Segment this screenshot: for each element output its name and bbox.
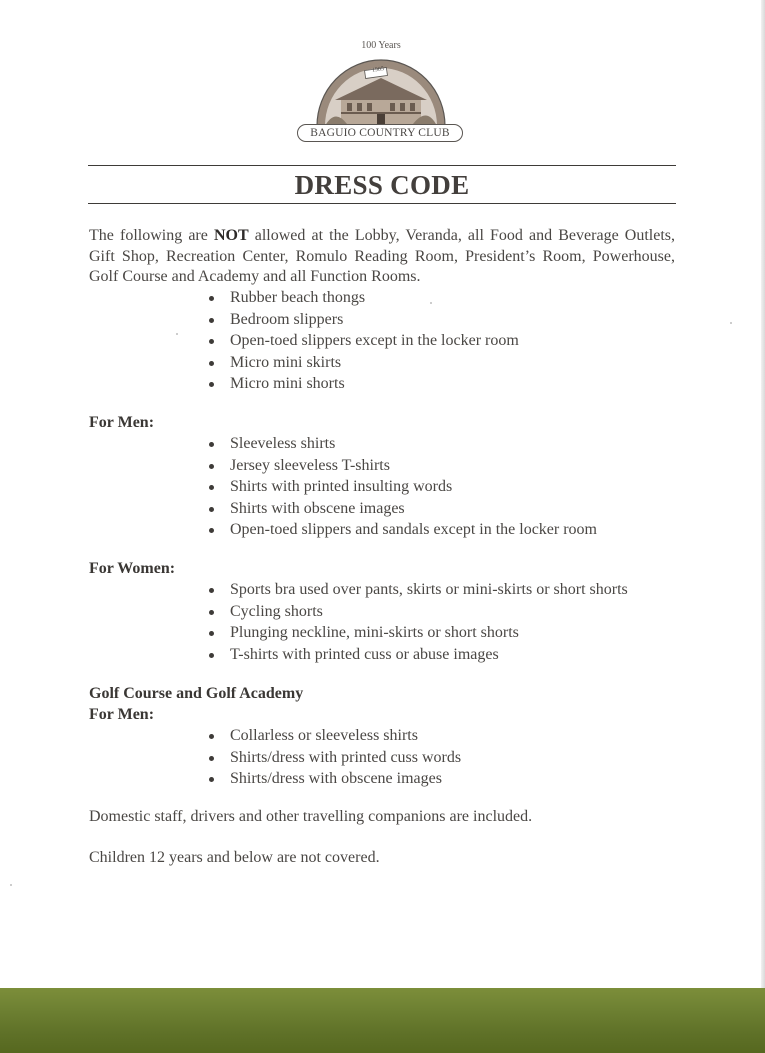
bullet-icon [209, 318, 214, 323]
intro-prefix: The following are [89, 227, 214, 244]
page-title: DRESS CODE [294, 170, 470, 200]
page-edge-shadow [761, 0, 765, 990]
bullet-icon [209, 339, 214, 344]
list-item: Shirts/dress with printed cuss words [206, 747, 461, 769]
club-logo [295, 38, 467, 148]
bullet-icon [209, 653, 214, 658]
bullet-icon [209, 610, 214, 615]
bullet-icon [209, 361, 214, 366]
list-item: Micro mini shorts [206, 373, 519, 395]
list-item: Plunging neckline, mini-skirts or short shorts [206, 622, 628, 644]
bullet-icon [209, 442, 214, 447]
scan-speck [730, 322, 732, 324]
bullet-icon [209, 382, 214, 387]
bullet-icon [209, 507, 214, 512]
intro-suffix: allowed at the Lobby, Veranda, all Food and Beverage Outlets, Gift Shop, Recreation Center, Romulo Reading Room, President’s Room, Powerhouse, Golf Course and Academy and all Function Rooms. [89, 227, 676, 285]
list-item: Shirts/dress with obscene images [206, 768, 461, 790]
golf-men-heading: For Men: [89, 706, 155, 723]
list-item: Collarless or sleeveless shirts [206, 725, 461, 747]
golf-heading: Golf Course and Golf Academy [89, 685, 304, 702]
women-heading: For Women: [89, 560, 176, 577]
bullet-icon [209, 588, 214, 593]
bullet-icon [209, 631, 214, 636]
golf-items-list [206, 725, 461, 790]
list-item: Sleeveless shirts [206, 433, 597, 455]
bullet-icon [209, 734, 214, 739]
bullet-icon [209, 464, 214, 469]
bullet-icon [209, 777, 214, 782]
list-item: Sports bra used over pants, skirts or mini-skirts or short shorts [206, 579, 628, 601]
years-label: 100 Years [361, 40, 401, 51]
club-name-banner: BAGUIO COUNTRY CLUB [297, 124, 463, 142]
staff-note: Domestic staff, drivers and other travelling companions are included. [89, 808, 533, 825]
scan-speck [176, 333, 178, 335]
list-item: T-shirts with printed cuss or abuse images [206, 644, 628, 666]
list-item: Cycling shorts [206, 601, 628, 623]
women-items-list [206, 579, 628, 665]
badge-year: 1905 [371, 66, 385, 74]
footer-color-band [0, 988, 765, 1053]
list-item: Open-toed slippers and sandals except in the locker room [206, 519, 597, 541]
bullet-icon [209, 756, 214, 761]
scan-speck [430, 302, 432, 304]
children-note: Children 12 years and below are not covered. [89, 849, 380, 866]
bullet-icon [209, 296, 214, 301]
intro-emphasis: NOT [213, 227, 249, 244]
men-heading: For Men: [89, 414, 155, 431]
bullet-icon [209, 528, 214, 533]
list-item: Micro mini skirts [206, 352, 519, 374]
title-bottom-rule [88, 203, 676, 204]
bullet-icon [209, 485, 214, 490]
list-item: Rubber beach thongs [206, 287, 519, 309]
scan-speck [10, 884, 12, 886]
list-item: Jersey sleeveless T-shirts [206, 455, 597, 477]
intro-paragraph [89, 226, 675, 288]
clubhouse-illustration-icon [295, 38, 467, 128]
men-items-list [206, 433, 597, 541]
title-top-rule [88, 165, 676, 166]
list-item: Open-toed slippers except in the locker room [206, 330, 519, 352]
general-items-list [206, 287, 519, 395]
list-item: Shirts with printed insulting words [206, 476, 597, 498]
list-item: Bedroom slippers [206, 309, 519, 331]
list-item: Shirts with obscene images [206, 498, 597, 520]
